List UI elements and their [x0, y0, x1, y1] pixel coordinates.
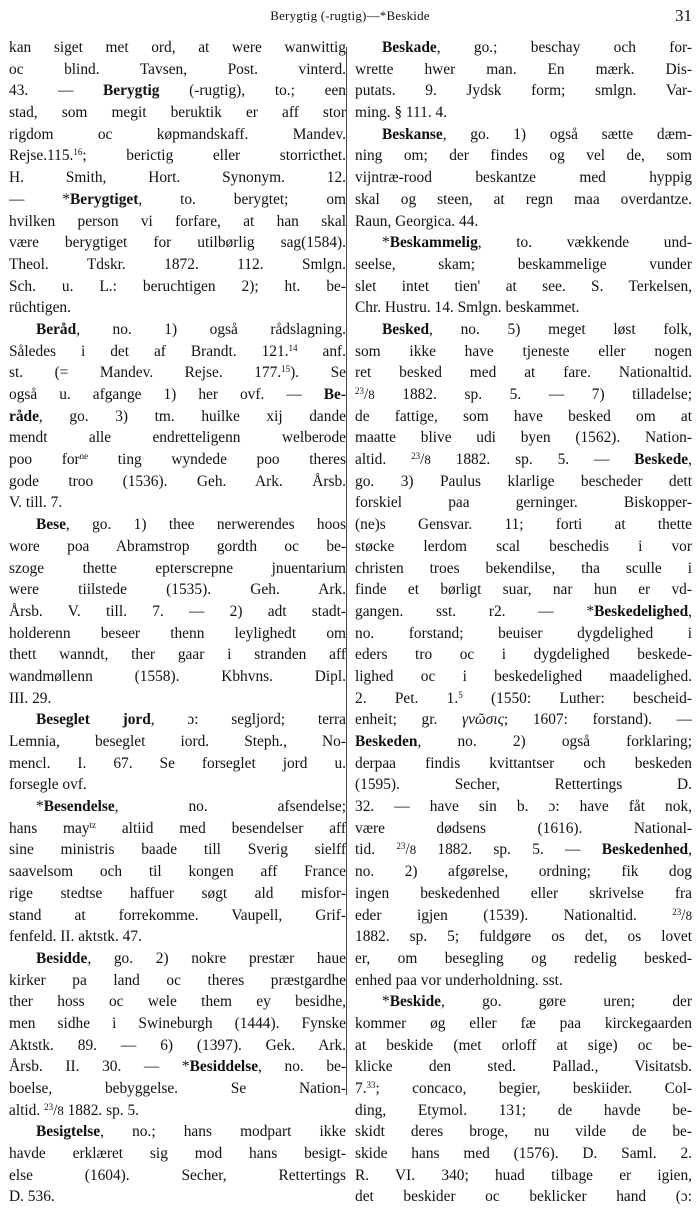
- text-line: skide hans med (1576). D. Saml. 2.: [355, 1145, 692, 1163]
- text-line: slet intet tien' at see. S. Terkelsen,: [355, 277, 692, 295]
- entry-start-line: *Besendelse, no. afsendelse;: [36, 798, 346, 816]
- text-line: fenfeld. II. aktstk. 47.: [9, 928, 142, 946]
- text-line: ding, Etymol. 131; de havde be-: [355, 1101, 692, 1119]
- text-line: skidt deres broge, nu vilde de be-: [355, 1123, 692, 1141]
- text-line: eders tro oc i dygdelighed beskede-: [355, 646, 692, 664]
- text-line: mencl. I. 67. Se forseglet jord u.: [9, 754, 346, 772]
- text-line: Således i det af Brandt. 121.14 anf.: [9, 342, 346, 360]
- text-line: seelse, skam; beskammelige vunder: [355, 255, 692, 273]
- text-line: lighed oc i beskedelighed maadelighed.: [355, 667, 692, 685]
- text-line: else (1604). Secher, Rettertings: [9, 1166, 346, 1184]
- text-line: er, om besegling og redelig besked-: [355, 949, 692, 967]
- text-line: no. 2) afgørelse, ordning; fik dog: [355, 863, 692, 881]
- text-line: III. 29.: [9, 689, 52, 707]
- text-line: gode troo (1536). Geh. Ark. Årsb.: [9, 472, 346, 490]
- text-line: wore poa Abramstrop gordth oc be-: [9, 537, 346, 555]
- text-line: (ne)s Gensvar. 11; forti at thette: [355, 516, 692, 534]
- text-line: enheit; gr. γνῶσις; 1607: forstand). —: [355, 711, 692, 729]
- running-head: Berygtig (-rugtig)—*Beskide: [270, 8, 430, 23]
- text-line: H. Smith, Hort. Synonym. 12.: [9, 169, 346, 187]
- text-line: ning om; der findes og vel de, som: [355, 147, 692, 165]
- text-line: forsegle ovf.: [9, 776, 87, 794]
- text-line: hans may$^{tz}$ altiid med besendelser aff: [9, 819, 346, 837]
- text-line: kirker pa land oc theres præstgardhe: [9, 971, 346, 989]
- text-line: go. 3) Paulus klarlige bescheder dett: [355, 472, 692, 490]
- text-line: Theol. Tdskr. 1872. 112. Smlgn.: [9, 255, 346, 273]
- text-line: det beskider oc beklicker hand (ɔ:: [355, 1188, 692, 1206]
- text-line: rüchtigen.: [9, 299, 71, 317]
- text-line: V. till. 7.: [9, 494, 63, 512]
- text-line: D. 536.: [9, 1188, 55, 1206]
- text-line: sine ministris baade till Sverig sielff: [9, 841, 346, 859]
- text-line: derpaa findis kvittantser och beskeden: [355, 754, 692, 772]
- text-line: Sch. u. L.: beruchtigen 2); ht. be-: [9, 277, 346, 295]
- text-line: rige stedtse haffuer søgt ald misfor-: [9, 884, 346, 902]
- entry-start-line: *Beskammelig, to. vækkende und-: [382, 234, 692, 252]
- page-number: 31: [675, 6, 692, 25]
- text-line: christen troes bekendilse, tha sculle i: [355, 559, 692, 577]
- text-line: 43. — Berygtig (-rugtig), to.; een: [9, 82, 346, 100]
- text-line: kan siget met ord, at were wanwittig: [9, 39, 346, 56]
- text-line: enhed paa vor underholdning. sst.: [355, 971, 563, 989]
- text-line: Raun, Georgica. 44.: [355, 212, 479, 230]
- text-line: gangen. sst. r2. — *Beskedelighed,: [355, 602, 692, 620]
- entry-start-line: Besigtelse, no.; hans modpart ikke: [36, 1123, 346, 1141]
- text-line: saavelsom och til kongen aff France: [9, 863, 346, 881]
- text-line: havde erklæret sig mod hans besigt-: [9, 1145, 346, 1163]
- text-line: poo for$^{ne}$ ting wyndede poo theres: [9, 451, 346, 469]
- text-line: wrette hwer man. En mærk. Dis-: [355, 60, 692, 78]
- text-line: $^{23}$/8 1882. sp. 5. — 7) tilladelse;: [355, 386, 692, 403]
- text-line: ingen beskedenhed eller skrivelse fra: [355, 884, 692, 902]
- page-header: [0, 6, 700, 30]
- text-line: maatte blive udi byen (1562). Nation-: [355, 429, 692, 447]
- entry-start-line: Besked, no. 5) meget løst folk,: [382, 320, 692, 338]
- text-line: Lemnia, beseglet iord. Steph., No-: [9, 733, 346, 750]
- text-line: holderenn beseer thenn leylighedt om: [9, 624, 346, 642]
- text-line: wandmøllenn (1558). Kbhvns. Dipl.: [9, 667, 346, 685]
- text-line: 1882. sp. 5; fuldgøre os det, os lovet: [355, 928, 692, 946]
- text-line: vijntræ-rood beskantze med hyppig: [355, 169, 692, 187]
- text-line: altid. $^{23}$/8 1882. sp. 5.: [9, 1101, 140, 1119]
- text-line: boelse, bebyggelse. Se Nation-: [9, 1080, 346, 1097]
- text-line: tid. $^{23}$/8 1882. sp. 5. — Beskedenhed,: [355, 841, 692, 859]
- text-line: Årsb. II. 30. — *Besiddelse, no. be-: [9, 1058, 346, 1076]
- text-line: 2. Pet. 1.$^5$ (1550: Luther: bescheid-: [355, 689, 692, 707]
- text-line: ret besked med at fare. Nationaltid.: [355, 364, 692, 382]
- text-line: szoge thette epterscrepne jnuentarium: [9, 559, 346, 577]
- entry-start-line: Beseglet jord, ɔ: segljord; terra: [36, 711, 346, 729]
- right-column: [355, 37, 692, 1208]
- text-line: finde et børligt suar, nar hun er vd-: [355, 581, 692, 599]
- text-line: være berygtiget for utilbørlig sag(1584).: [9, 234, 346, 252]
- text-line: men sidhe i Swineburgh (1444). Fynske: [9, 1014, 346, 1032]
- left-column: [9, 37, 346, 1208]
- text-line: hvilken person vi forfare, at han skal: [9, 212, 346, 230]
- text-line: Chr. Hustru. 14. Smlgn. beskammet.: [355, 299, 580, 317]
- text-line: Aktstk. 89. — 6) (1397). Gek. Ark.: [9, 1036, 346, 1054]
- text-line: stand at forrekomme. Vaupell, Grif-: [9, 906, 346, 924]
- text-line: være dødsens (1616). National-: [355, 819, 692, 837]
- text-line: skal og steen, at regn maa overdantze.: [355, 190, 692, 208]
- text-line: mendt alle endretteligenn welberode: [9, 429, 346, 447]
- text-line: were tiilstede (1535). Geh. Ark.: [9, 581, 346, 599]
- text-line: klicke den sted. Pallad., Visitatsb.: [355, 1058, 692, 1076]
- text-line: ming. § 111. 4.: [355, 104, 448, 122]
- text-line: ther hoss oc wele them ey besidhe,: [9, 993, 346, 1011]
- text-line: no. forstand; beuiser dygdelighed i: [355, 624, 692, 642]
- text-line: også u. afgange 1) her ovf. — Be-: [9, 386, 346, 403]
- text-line: Beskeden, no. 2) også forklaring;: [355, 733, 692, 750]
- text-line: putats. 9. Jydsk form; smlgn. Var-: [355, 82, 692, 100]
- text-line: at beskide (met orloff at sige) oc be-: [355, 1036, 692, 1054]
- entry-start-line: Beskade, go.; beschay och for-: [382, 39, 692, 56]
- text-line: R. VI. 340; huad tilbage er igien,: [355, 1166, 692, 1184]
- text-line: stad, som megit beruktik er aff stor: [9, 104, 346, 122]
- text-line: thett wanndt, ther gaar i stranden aff: [9, 646, 346, 664]
- entry-start-line: Besidde, go. 2) nokre prestær haue: [36, 949, 346, 967]
- entry-start-line: Beskanse, go. 1) også sætte dæm-: [382, 125, 692, 143]
- entry-start-line: Bese, go. 1) thee nerwerendes hoos: [36, 516, 346, 534]
- text-line: — *Berygtiget, to. berygtet; om: [9, 190, 346, 208]
- text-line: råde, go. 3) tm. huilke xij dande: [9, 407, 346, 425]
- text-line: (1595). Secher, Rettertings D.: [355, 776, 692, 794]
- text-line: forskiel paa gerninger. Biskopper-: [355, 494, 692, 512]
- text-line: støcke lerdom scal beschedis i vor: [355, 537, 692, 555]
- text-line: oc blind. Tavsen, Post. vinterd.: [9, 60, 346, 78]
- text-line: de fattige, som have besked om at: [355, 407, 692, 425]
- text-line: eder igjen (1539). Nationaltid. $^{23}$/8: [355, 906, 692, 924]
- entry-start-line: *Beskide, go. gøre uren; der: [382, 993, 692, 1011]
- text-line: som ikke have tjeneste eller nogen: [355, 342, 692, 360]
- text-line: 7.33; concaco, begier, beskiider. Col-: [355, 1080, 692, 1097]
- text-line: Rejse.115.16; berictig eller storricthet.: [9, 147, 346, 165]
- text-line: Årsb. V. till. 7. — 2) adt stadt-: [9, 602, 346, 620]
- text-line: st. (= Mandev. Rejse. 177.15). Se: [9, 364, 346, 382]
- text-line: kommer øg eller fæ paa kirckegaarden: [355, 1014, 692, 1032]
- entry-start-line: Beråd, no. 1) også rådslagning.: [36, 320, 346, 338]
- column-divider: [346, 47, 347, 1095]
- text-line: 32. — have sin b. ɔ: have fåt nok,: [355, 798, 692, 816]
- text-line: altid. $^{23}$/8 1882. sp. 5. — Beskede,: [355, 451, 692, 469]
- text-line: rigdom oc køpmandskaff. Mandev.: [9, 125, 346, 143]
